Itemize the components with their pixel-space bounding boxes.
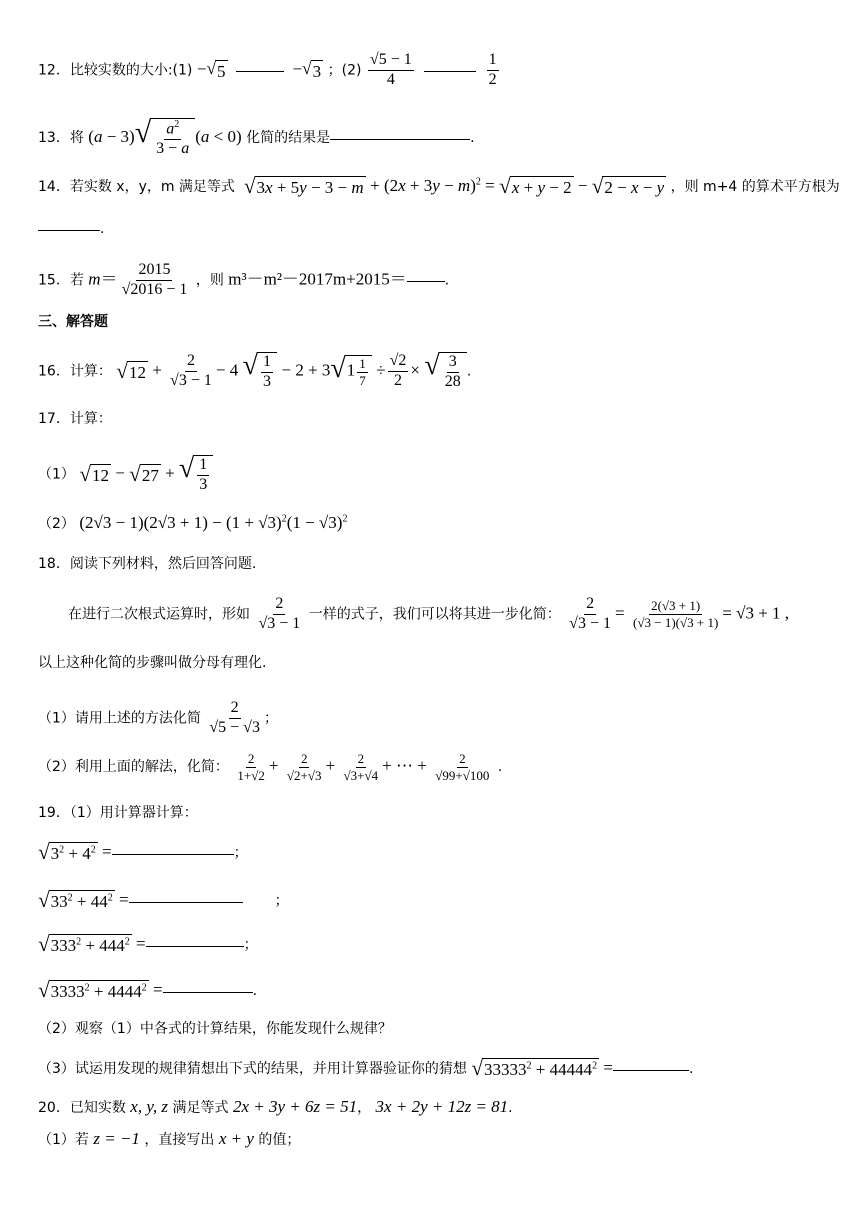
question-17 [38, 412, 112, 426]
sqrt-xy2: √ x + y − 2 [499, 174, 572, 198]
q20-part1 [38, 1130, 300, 1147]
question-20: 20．已知实数 x, y, z 满足等式 2x + 3y + 6z = 51， 3x + 2y + 12z = 81. [38, 1097, 513, 1116]
sqrt-3x5y3m: √ 3x + 5y − 3 − m [243, 174, 364, 198]
q20-mid: 满足等式 [172, 1100, 229, 1116]
question-17-part2: （2） $(2√3 - 1)(2√3 + 1) - (1 + √3)^2(1 - √3)^2$ [38, 513, 348, 532]
q15-number: 15． [38, 272, 70, 289]
frac-2015: $\frac{2015}{√2016 - 1}$ [121, 261, 188, 298]
sqrt-frac-a2: √ $\frac{a^2}{3 - a}$ [135, 118, 196, 158]
question-14-blank [38, 222, 104, 236]
q20-p1a: （1）若 [38, 1132, 89, 1148]
q15-end: . [444, 272, 450, 289]
q13-post: 化简的结果是 [246, 129, 331, 146]
q19-part3: （3）试运用发现的规律猜想出下式的结果，并用计算器验证你的猜想 √ $33333^2 + 44444^2$ = . [38, 1056, 694, 1080]
frac-1-over-2: $\frac{1}{2}$ [488, 51, 497, 88]
q16-number: 16． [38, 363, 70, 380]
q12-sep: ；(2) [327, 62, 362, 79]
q18-text: 阅读下列材料，然后回答问题. [69, 556, 257, 572]
question-15: 15．若 m＝ $\frac{2015}{√2016 - 1}$ ，则 m³－m²－2017m+2015＝ . [38, 261, 450, 298]
q13-pre: 将 [69, 129, 84, 146]
q20-eq1: 2x + 3y + 6z = 51 [232, 1097, 358, 1116]
q20-vars: x, y, z [130, 1097, 169, 1116]
q14-number: 14． [38, 178, 70, 195]
question-16: 16．计算： √ 12 + $\frac{2}{√3 - 1}$ − 4 √ $\frac{1}{3}$ − 2 + 3 √ 1 $\frac{1}{7}$ ÷ $\frac{√2}{2}$ × √ $\frac{3}{28}$ . [38, 350, 472, 390]
section-title: 三、解答题 [38, 314, 108, 330]
q19-line3: √ $333^2 + 444^2$ = ； [38, 932, 258, 956]
q19-number: 19． [38, 805, 70, 821]
frac-sqrt5-1-over-4: $\frac{√5 - 1}{4}$ [369, 51, 412, 88]
q19-line4: √ $3333^2 + 4444^2$ = . [38, 978, 258, 1002]
q20-eq2: 3x + 2y + 12z = 81 [375, 1097, 509, 1116]
q19-line1: √ $3^2 + 4^2$ = ； [38, 840, 248, 864]
q19-part2: （2）观察（1）中各式的计算结果，你能发现什么规律？ [38, 1021, 392, 1037]
q18-para2: 以上这种化简的步骤叫做分母有理化. [38, 655, 267, 671]
q19-p3: （3）试运用发现的规律猜想出下式的结果，并用计算器验证你的猜想 [38, 1060, 467, 1077]
q17-p2: （2） [38, 516, 75, 532]
q13-number: 13． [38, 129, 70, 146]
q18-para1: 在进行二次根式运算时，形如 $\frac{2}{√3 - 1}$ 一样的式子，我们可以将其进一步化简： $\frac{2}{√3 - 1}$ = $\frac{2(√3 + 1)}{(√3 - 1)(√3 + 1)}$ = √3 + 1 , [68, 595, 790, 632]
q12-number: 12． [38, 62, 70, 79]
q18-number: 18． [38, 556, 70, 572]
q17-text: 计算： [69, 411, 112, 427]
question-13: 13．将 (a − 3) √ $\frac{a^2}{3 - a}$ (a < 0) 化简的结果是 . [38, 116, 475, 158]
q15-post: ，则 [195, 272, 224, 289]
question-12: 12．比较实数的大小:(1) − √ 5 − √ 3 ；(2) $\frac{√5 - 1}{4}$ $\frac{1}{2}$ [38, 51, 497, 88]
question-14: 14．若实数 x，y，m 满足等式 √ 3x + 5y − 3 − m + $(2x + 3y - m)^2$ = √ x + y − 2 − √ 2 − x − y ，则 m+4 的算术平方根为 [38, 174, 840, 198]
q17-p1: （1） [38, 466, 75, 483]
sqrt-5: √ 5 [206, 57, 226, 81]
q14-pre: 若实数 x，y，m 满足等式 [69, 178, 235, 195]
q18-p2: （2）利用上面的解法，化简： [38, 759, 229, 776]
q15-pre: 若 [69, 272, 84, 289]
q20-p1b: ，直接写出 [144, 1132, 215, 1148]
q14-end: . [100, 221, 105, 237]
q14-post: ，则 m+4 的算术平方根为 [670, 178, 840, 195]
q20-text: 已知实数 [69, 1100, 126, 1116]
q19-p1: （1）用计算器计算： [69, 805, 198, 821]
question-17-part1: （1） √ 12 − √ 27 + √ $\frac{1}{3}$ [38, 455, 213, 494]
question-18 [38, 557, 256, 571]
question-19 [38, 806, 198, 820]
q18-part1: （1）请用上述的方法化简 $\frac{2}{√5 - √3}$ ； [38, 699, 278, 736]
q20-number: 20． [38, 1100, 70, 1116]
q18-p1: （1）请用上述的方法化简 [38, 710, 201, 727]
q13-end: . [470, 129, 475, 146]
sqrt-3: √ 3 [302, 57, 322, 81]
q18-para1b: 一样的式子，我们可以将其进一步化简： [308, 606, 561, 623]
q20-p1c: 的值； [258, 1132, 301, 1148]
q20-cond: z = −1 [93, 1129, 140, 1148]
q18-part2: （2）利用上面的解法，化简： $\frac{2}{1+√2}$ + $\frac{2}{√2+√3}$ + $\frac{2}{√3+√4}$ + ⋯ + $\frac{2}{√99+√100}$ . [38, 751, 503, 783]
sqrt-2xy: √ 2 − x − y [591, 174, 665, 198]
q18-para1a: 在进行二次根式运算时，形如 [68, 606, 250, 623]
q12-text: 比较实数的大小:(1) [69, 62, 193, 79]
q19-line2: √ $33^2 + 44^2$ = ； [38, 888, 289, 912]
q17-number: 17． [38, 411, 70, 427]
q15-expr: m³－m²－2017m+2015＝ [228, 269, 407, 289]
q16-text: 计算： [69, 363, 112, 380]
q20-expr: x + y [218, 1129, 254, 1148]
